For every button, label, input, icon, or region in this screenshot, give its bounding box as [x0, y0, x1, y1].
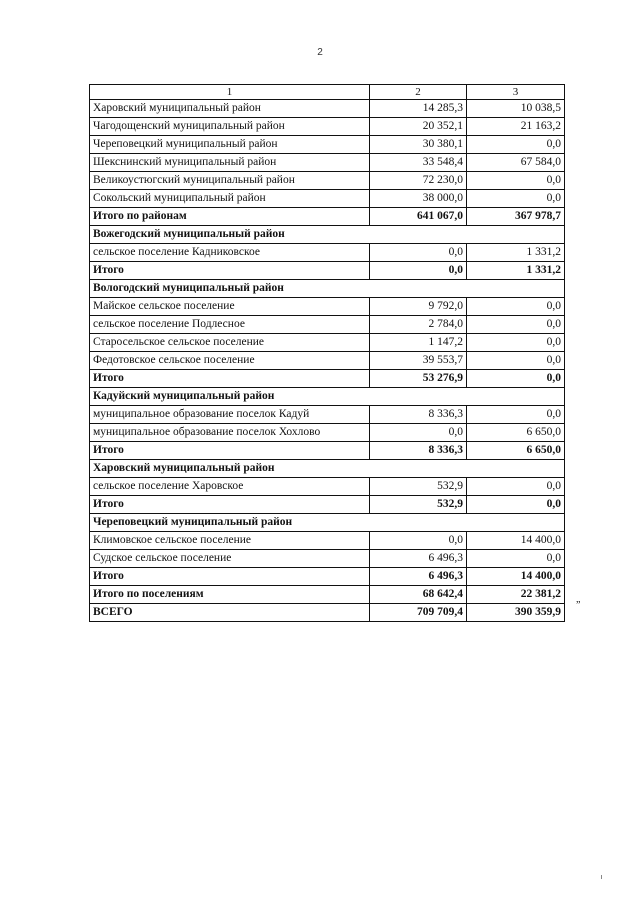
table-row — [90, 406, 565, 424]
section-header-row — [90, 514, 565, 532]
row-name-cell: муниципальное образование поселок Кадуй — [90, 406, 370, 424]
row-name-cell: Итого — [90, 568, 370, 586]
row-value-col-2: 0,0 — [370, 244, 467, 262]
row-value-col-3: 0,0 — [467, 316, 565, 334]
total-row — [90, 586, 565, 604]
row-value-col-2: 8 336,3 — [370, 442, 467, 460]
row-value-col-2: 8 336,3 — [370, 406, 467, 424]
row-value-col-2: 532,9 — [370, 496, 467, 514]
row-name-cell: Сокольский муниципальный район — [90, 190, 370, 208]
row-name-cell: Харовский муниципальный район — [90, 100, 370, 118]
row-name-cell: ВСЕГО — [90, 604, 370, 622]
row-value-col-2: 72 230,0 — [370, 172, 467, 190]
header-col-3: 3 — [467, 85, 565, 100]
row-value-col-2: 39 553,7 — [370, 352, 467, 370]
row-value-col-3: 367 978,7 — [467, 208, 565, 226]
row-name-cell: Великоустюгский муниципальный район — [90, 172, 370, 190]
row-value-col-3: 21 163,2 — [467, 118, 565, 136]
row-value-col-3: 0,0 — [467, 190, 565, 208]
row-value-col-3: 0,0 — [467, 478, 565, 496]
row-value-col-2: 709 709,4 — [370, 604, 467, 622]
table-row — [90, 136, 565, 154]
total-row — [90, 370, 565, 388]
table-row — [90, 550, 565, 568]
row-name-cell: Итого — [90, 442, 370, 460]
row-name-cell: Судское сельское поселение — [90, 550, 370, 568]
row-name-cell: Итого — [90, 496, 370, 514]
row-name-cell: муниципальное образование поселок Хохлово — [90, 424, 370, 442]
row-value-col-2: 532,9 — [370, 478, 467, 496]
section-title: Череповецкий муниципальный район — [90, 514, 565, 532]
total-row — [90, 496, 565, 514]
table-row — [90, 478, 565, 496]
total-row — [90, 442, 565, 460]
row-name-cell: Шекснинский муниципальный район — [90, 154, 370, 172]
row-value-col-2: 6 496,3 — [370, 550, 467, 568]
total-row — [90, 262, 565, 280]
row-value-col-2: 38 000,0 — [370, 190, 467, 208]
row-value-col-3: 22 381,2 — [467, 586, 565, 604]
row-name-cell: Старосельское сельское поселение — [90, 334, 370, 352]
row-value-col-3: 0,0 — [467, 370, 565, 388]
total-row — [90, 208, 565, 226]
section-header-row — [90, 460, 565, 478]
row-value-col-2: 14 285,3 — [370, 100, 467, 118]
row-value-col-2: 6 496,3 — [370, 568, 467, 586]
section-header-row — [90, 280, 565, 298]
header-col-1: 1 — [90, 85, 370, 100]
row-value-col-3: 0,0 — [467, 334, 565, 352]
row-value-col-2: 30 380,1 — [370, 136, 467, 154]
table-row — [90, 154, 565, 172]
row-name-cell: Череповецкий муниципальный район — [90, 136, 370, 154]
budget-table-container — [89, 84, 565, 622]
row-name-cell: Климовское сельское поселение — [90, 532, 370, 550]
row-value-col-3: 0,0 — [467, 352, 565, 370]
table-row — [90, 244, 565, 262]
table-row — [90, 118, 565, 136]
table-row — [90, 316, 565, 334]
row-value-col-2: 68 642,4 — [370, 586, 467, 604]
section-title: Вожегодский муниципальный район — [90, 226, 565, 244]
row-value-col-3: 0,0 — [467, 298, 565, 316]
row-name-cell: Итого — [90, 262, 370, 280]
section-title: Харовский муниципальный район — [90, 460, 565, 478]
row-name-cell: Федотовское сельское поселение — [90, 352, 370, 370]
table-row — [90, 100, 565, 118]
row-value-col-3: 390 359,9 — [467, 604, 565, 622]
row-value-col-2: 0,0 — [370, 424, 467, 442]
header-col-2: 2 — [370, 85, 467, 100]
row-value-col-2: 0,0 — [370, 262, 467, 280]
table-row — [90, 352, 565, 370]
row-value-col-3: 1 331,2 — [467, 244, 565, 262]
table-body — [90, 100, 565, 622]
table-row — [90, 172, 565, 190]
row-name-cell: Итого — [90, 370, 370, 388]
section-header-row — [90, 226, 565, 244]
row-name-cell: Итого по районам — [90, 208, 370, 226]
row-value-col-3: 1 331,2 — [467, 262, 565, 280]
section-title: Кадуйский муниципальный район — [90, 388, 565, 406]
closing-quote-mark: ” — [576, 600, 581, 611]
row-value-col-2: 2 784,0 — [370, 316, 467, 334]
total-row — [90, 604, 565, 622]
budget-table — [89, 84, 565, 622]
row-value-col-3: 6 650,0 — [467, 424, 565, 442]
row-value-col-3: 6 650,0 — [467, 442, 565, 460]
row-value-col-3: 67 584,0 — [467, 154, 565, 172]
section-title: Вологодский муниципальный район — [90, 280, 565, 298]
row-name-cell: Итого по поселениям — [90, 586, 370, 604]
table-row — [90, 532, 565, 550]
row-value-col-3: 10 038,5 — [467, 100, 565, 118]
row-name-cell: сельское поселение Подлесное — [90, 316, 370, 334]
row-value-col-2: 1 147,2 — [370, 334, 467, 352]
row-value-col-3: 14 400,0 — [467, 532, 565, 550]
row-value-col-3: 0,0 — [467, 496, 565, 514]
row-name-cell: Чагодощенский муниципальный район — [90, 118, 370, 136]
table-row — [90, 190, 565, 208]
row-value-col-2: 53 276,9 — [370, 370, 467, 388]
row-name-cell: сельское поселение Харовское — [90, 478, 370, 496]
row-value-col-3: 0,0 — [467, 172, 565, 190]
total-row — [90, 568, 565, 586]
section-header-row — [90, 388, 565, 406]
row-name-cell: сельское поселение Кадниковское — [90, 244, 370, 262]
margin-mark — [601, 875, 602, 879]
table-header-row — [90, 85, 565, 100]
page-number: 2 — [317, 47, 323, 58]
row-value-col-2: 20 352,1 — [370, 118, 467, 136]
row-value-col-2: 33 548,4 — [370, 154, 467, 172]
row-value-col-2: 641 067,0 — [370, 208, 467, 226]
row-value-col-2: 9 792,0 — [370, 298, 467, 316]
table-row — [90, 298, 565, 316]
row-value-col-3: 0,0 — [467, 406, 565, 424]
row-value-col-3: 0,0 — [467, 136, 565, 154]
row-value-col-3: 0,0 — [467, 550, 565, 568]
row-name-cell: Майское сельское поселение — [90, 298, 370, 316]
table-row — [90, 334, 565, 352]
row-value-col-3: 14 400,0 — [467, 568, 565, 586]
row-value-col-2: 0,0 — [370, 532, 467, 550]
table-row — [90, 424, 565, 442]
